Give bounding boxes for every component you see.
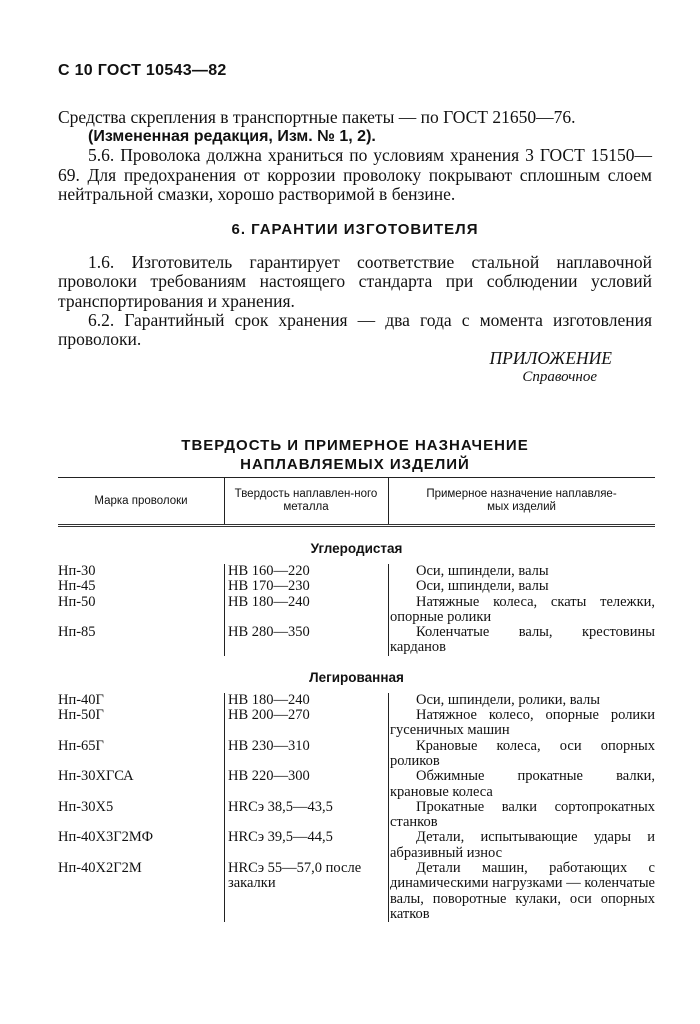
- group-heading: Легированная: [309, 669, 404, 685]
- wire-mark: Нп-65Г: [58, 737, 104, 754]
- group-heading: Углеродистая: [310, 541, 403, 556]
- wire-mark: Нп-30Х5: [58, 798, 114, 815]
- purpose-text: Детали, испытывающие удары и абразивный износ: [390, 829, 655, 861]
- column-divider: [388, 564, 389, 656]
- wire-mark: Нп-30: [58, 563, 96, 579]
- paragraph: 1.6. Изготовитель гарантирует соответствие стальной наплавочной проволоки требованиям настоящего стандарта при соблюдении условий транспортирования и хранения.: [58, 252, 652, 311]
- table-row: [58, 830, 655, 861]
- appendix-label: ПРИЛОЖЕНИЕ: [489, 348, 612, 369]
- column-header-mark: Марка проволоки: [94, 494, 188, 507]
- hardness-value: HRCэ 39,5—44,5: [228, 829, 333, 846]
- hardness-value: HB 230—310: [228, 737, 310, 754]
- column-header-hardness: Твердость наплавлен-ного металла: [234, 488, 378, 513]
- table-row: [58, 693, 655, 708]
- hardness-value: HRCэ 55—57,0 после закалки: [228, 860, 362, 892]
- table-row: [58, 708, 655, 739]
- table-row: [58, 739, 655, 770]
- hardness-value: HB 180—240: [228, 691, 310, 708]
- table-row: [58, 579, 655, 594]
- wire-mark: Нп-40Х3Г2МФ: [58, 829, 154, 846]
- amendment-note: (Измененная редакция, Изм. № 1, 2).: [88, 128, 376, 146]
- wire-mark: Нп-30ХГСА: [58, 768, 134, 785]
- table-title: [58, 436, 652, 474]
- hardness-value: HB 160—220: [228, 563, 310, 579]
- group-rows: [58, 693, 655, 922]
- group-rows: [58, 564, 655, 656]
- table-row: [58, 625, 655, 656]
- wire-mark: Нп-40Г: [58, 691, 104, 708]
- section-heading: 6. ГАРАНТИИ ИЗГОТОВИТЕЛЯ: [231, 221, 479, 239]
- column-divider: [224, 478, 225, 524]
- hardness-value: HB 170—230: [228, 578, 310, 595]
- column-header-purpose: Примерное назначение наплавляе-мых изделий: [426, 488, 617, 513]
- hardness-value: HB 220—300: [228, 768, 310, 785]
- column-divider: [224, 693, 225, 922]
- wire-mark: Нп-50Г: [58, 707, 104, 724]
- paragraph: Средства скрепления в транспортные пакеты — по ГОСТ 21650—76.: [58, 107, 576, 127]
- hardness-value: HB 280—350: [228, 624, 310, 641]
- purpose-text: Натяжные колеса, скаты тележки, опорные ролики: [390, 593, 655, 625]
- purpose-text: Детали машин, работающих с динамическими нагрузками — коленчатые валы, поворотные кулаки, оси опорных катков: [390, 860, 655, 922]
- page-header: С 10 ГОСТ 10543—82: [58, 62, 227, 79]
- hardness-value: HB 200—270: [228, 707, 310, 724]
- column-divider: [224, 564, 225, 656]
- table-header: [58, 477, 655, 527]
- paragraph: 5.6. Проволока должна храниться по условиям хранения 3 ГОСТ 15150—69. Для предохранения от коррозии проволоку покрывают сплошным слоем нейтральной смазки, хорошо растворимой в бензине.: [58, 145, 652, 204]
- purpose-text: Прокатные валки сортопрокатных станков: [390, 798, 655, 831]
- purpose-text: Крановые колеса, оси опорных роликов: [390, 737, 655, 769]
- table-row: [58, 769, 655, 800]
- table-row: [58, 861, 655, 922]
- table-row: [58, 564, 655, 579]
- purpose-text: Обжимные прокатные валки, крановые колеса: [390, 768, 655, 800]
- purpose-text: Оси, шпиндели, валы: [416, 578, 549, 595]
- purpose-text: Оси, шпиндели, ролики, валы: [416, 691, 600, 708]
- hardness-value: HB 180—240: [228, 593, 310, 610]
- table-row: [58, 595, 655, 626]
- purpose-text: Натяжное колесо, опорные ролики гусеничных машин: [390, 707, 655, 739]
- wire-mark: Нп-85: [58, 624, 96, 641]
- table-row: [58, 800, 655, 831]
- wire-mark: Нп-50: [58, 593, 96, 610]
- purpose-text: Коленчатые валы, крестовины карданов: [390, 624, 655, 656]
- appendix-note: Справочное: [522, 369, 597, 386]
- table-body: [58, 541, 655, 922]
- paragraph: 6.2. Гарантийный срок хранения — два года с момента изготовления проволоки.: [58, 309, 652, 350]
- column-divider: [388, 478, 389, 524]
- body-text: [58, 108, 652, 388]
- hardness-value: HRCэ 38,5—43,5: [228, 798, 333, 815]
- table-title-line: ТВЕРДОСТЬ И ПРИМЕРНОЕ НАЗНАЧЕНИЕ: [181, 437, 529, 454]
- column-divider: [388, 693, 389, 922]
- wire-mark: Нп-45: [58, 578, 96, 595]
- purpose-text: Оси, шпиндели, валы: [416, 563, 549, 579]
- table-title-line: НАПЛАВЛЯЕМЫХ ИЗДЕЛИЙ: [240, 456, 470, 473]
- wire-mark: Нп-40Х2Г2М: [58, 860, 142, 877]
- hardness-table: [58, 477, 655, 922]
